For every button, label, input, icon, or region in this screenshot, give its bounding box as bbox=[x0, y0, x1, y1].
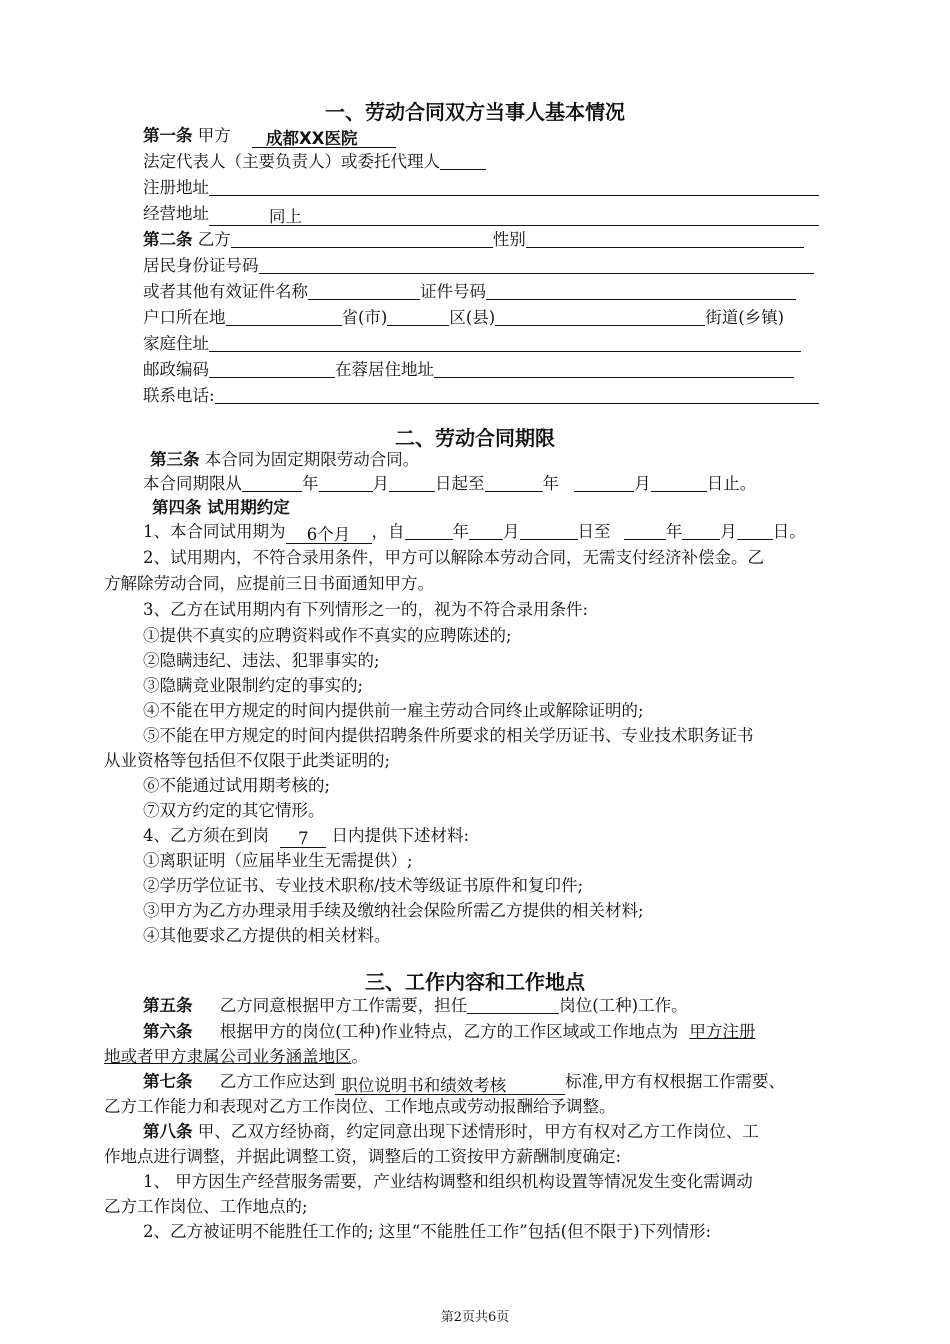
probation-line bbox=[143, 520, 806, 544]
day-end-label: 日。 bbox=[772, 522, 806, 541]
probation-para-2b: 方解除劳动合同，应提前三日书面通知甲方。 bbox=[104, 574, 434, 593]
phone-label: 联系电话: bbox=[143, 386, 215, 405]
material-4: ④其他要求乙方提供的相关材料。 bbox=[143, 926, 391, 945]
phone-blank bbox=[215, 385, 819, 404]
materials-label: 4、乙方须在到岗 bbox=[143, 826, 269, 845]
section-2-title: 二、劳动合同期限 bbox=[395, 426, 555, 450]
hukou-label: 户口所在地 bbox=[143, 308, 226, 327]
article-1-line bbox=[143, 124, 396, 148]
reg-addr-label: 注册地址 bbox=[143, 178, 209, 197]
party-a-name-field bbox=[252, 127, 396, 148]
id-label: 居民身份证号码 bbox=[143, 256, 259, 275]
gender-blank bbox=[526, 229, 804, 248]
street-blank bbox=[495, 307, 705, 326]
material-2: ②学历学位证书、专业技术职称/技术等级证书原件和复印件; bbox=[143, 876, 584, 895]
article-7-text-b: 标准,甲方有权根据工作需要、 bbox=[565, 1072, 785, 1091]
district-label: 区(县) bbox=[449, 308, 496, 327]
material-1: ①离职证明（应届毕业生无需提供）; bbox=[143, 851, 413, 870]
reg-addr-blank bbox=[209, 177, 819, 196]
district-blank bbox=[387, 307, 449, 326]
condition-5b: 从业资格等包括但不仅限于此类证明的; bbox=[104, 751, 391, 770]
postcode-label: 邮政编码 bbox=[143, 360, 209, 379]
prob-start-month bbox=[469, 521, 503, 540]
year-label: 年 bbox=[302, 474, 319, 493]
month-label-3: 月 bbox=[503, 522, 520, 541]
day-zhi-label: 日至 bbox=[577, 522, 611, 541]
position-blank bbox=[467, 995, 559, 1014]
condition-3: ③隐瞒竞业限制约定的事实的; bbox=[143, 676, 364, 695]
prob-start-day bbox=[520, 521, 578, 540]
term-end-year bbox=[485, 473, 543, 492]
work-location-value-1: 甲方注册 bbox=[689, 1022, 756, 1041]
reg-addr-line bbox=[143, 176, 819, 200]
other-cert-blank bbox=[308, 281, 420, 300]
article-8-para-1b: 乙方工作岗位、工作地点的; bbox=[104, 1197, 308, 1216]
home-addr-line bbox=[143, 332, 801, 356]
condition-1: ①提供不真实的应聘资料或作不真实的应聘陈述的; bbox=[143, 626, 512, 645]
article-6-end: 。 bbox=[351, 1047, 368, 1066]
article-6-text: 根据甲方的岗位(工种)作业特点，乙方的工作区域或工作地点为 bbox=[219, 1022, 679, 1041]
materials-line bbox=[143, 824, 469, 848]
article-6-label: 第六条 bbox=[143, 1022, 193, 1041]
condition-6: ⑥不能通过试用期考核的; bbox=[143, 776, 331, 795]
op-addr-line bbox=[143, 202, 819, 226]
phone-line bbox=[143, 384, 819, 408]
article-6-line-2 bbox=[104, 1045, 368, 1069]
prob-start-year bbox=[405, 521, 453, 540]
month-label-2: 月 bbox=[634, 474, 651, 493]
article-8-line-2: 作地点进行调整，并据此调整工资，调整后的工资按甲方薪酬制度确定: bbox=[104, 1147, 622, 1166]
article-3-text: 本合同为固定期限劳动合同。 bbox=[204, 450, 420, 469]
material-3: ③甲方为乙方办理录用手续及缴纳社会保险所需乙方提供的相关材料; bbox=[143, 901, 644, 920]
home-addr-label: 家庭住址 bbox=[143, 334, 209, 353]
year-label-2: 年 bbox=[542, 474, 559, 493]
id-blank bbox=[259, 255, 814, 274]
standard-value: 职位说明书和绩效考核 bbox=[341, 1076, 507, 1095]
term-from-label: 本合同期限从 bbox=[143, 474, 242, 493]
street-label: 街道(乡镇) bbox=[705, 308, 785, 327]
section-1-title: 一、劳动合同双方当事人基本情况 bbox=[325, 100, 625, 124]
condition-5a: ⑤不能在甲方规定的时间内提供招聘条件所要求的相关学历证书、专业技术职务证书 bbox=[143, 726, 754, 745]
condition-7: ⑦双方约定的其它情形。 bbox=[143, 801, 325, 820]
term-end-day bbox=[651, 473, 707, 492]
cd-addr-blank bbox=[434, 359, 794, 378]
party-a-label: 甲方 bbox=[197, 126, 231, 145]
materials-days-value: 7 bbox=[298, 829, 309, 848]
probation-para-2a: 2、试用期内，不符合录用条件，甲方可以解除本劳动合同，无需支付经济补偿金。乙 bbox=[143, 548, 764, 567]
article-7-label: 第七条 bbox=[143, 1072, 193, 1091]
article-4-title: 第四条 试用期约定 bbox=[152, 498, 290, 517]
home-addr-blank bbox=[209, 333, 801, 352]
probation-value: 6个月 bbox=[306, 525, 351, 544]
year-label-3: 年 bbox=[452, 522, 469, 541]
other-cert-line bbox=[143, 280, 796, 304]
materials-days-label: 日内提供下述材料: bbox=[331, 826, 470, 845]
op-addr-field bbox=[209, 205, 819, 226]
party-a-name: 成都XX医院 bbox=[266, 129, 358, 148]
op-addr-label: 经营地址 bbox=[143, 204, 209, 223]
postcode-blank bbox=[209, 359, 335, 378]
prob-end-day bbox=[737, 521, 773, 540]
work-location-value-2: 地或者甲方隶属公司业务涵盖地区 bbox=[104, 1047, 352, 1066]
article-2-line bbox=[143, 228, 804, 252]
term-start-month bbox=[319, 473, 373, 492]
article-8-line bbox=[143, 1120, 759, 1144]
article-3-label: 第三条 bbox=[150, 450, 200, 469]
article-5-line bbox=[143, 994, 688, 1018]
article-5-end: 岗位(工种)工作。 bbox=[559, 996, 688, 1015]
legal-rep-blank bbox=[440, 151, 486, 170]
legal-rep-line bbox=[143, 150, 486, 174]
article-8-para-2: 2、乙方被证明不能胜任工作的; 这里“不能胜任工作”包括(但不限于)下列情形: bbox=[143, 1222, 712, 1241]
article-3-line bbox=[150, 448, 419, 472]
condition-2: ②隐瞒违纪、违法、犯罪事实的; bbox=[143, 651, 380, 670]
probation-field bbox=[286, 523, 372, 544]
term-line bbox=[143, 472, 756, 496]
year-label-4: 年 bbox=[665, 522, 683, 541]
month-label-4: 月 bbox=[720, 522, 737, 541]
term-end-month bbox=[574, 473, 634, 492]
article-5-label: 第五条 bbox=[143, 996, 193, 1015]
id-line bbox=[143, 254, 814, 278]
page-footer: 第2页共6页 bbox=[440, 1310, 510, 1325]
prob-end-year bbox=[624, 521, 666, 540]
day-from-label: 日起至 bbox=[435, 474, 485, 493]
standard-field bbox=[335, 1074, 565, 1095]
section-3-title: 三、工作内容和工作地点 bbox=[365, 970, 585, 994]
prob-end-month bbox=[682, 521, 720, 540]
cert-no-label: 证件号码 bbox=[420, 282, 486, 301]
article-8-label: 第八条 bbox=[143, 1122, 193, 1141]
article-7-line-2: 乙方工作能力和表现对乙方工作岗位、工作地点或劳动报酬给予调整。 bbox=[104, 1097, 616, 1116]
other-cert-label: 或者其他有效证件名称 bbox=[143, 282, 308, 301]
condition-4: ④不能在甲方规定的时间内提供前一雇主劳动合同终止或解除证明的; bbox=[143, 701, 644, 720]
party-b-blank bbox=[231, 229, 493, 248]
cd-addr-label: 在蓉居住地址 bbox=[335, 360, 434, 379]
day-to-label: 日止。 bbox=[706, 474, 757, 493]
article-5-text: 乙方同意根据甲方工作需要，担任 bbox=[219, 996, 468, 1015]
article-7-line bbox=[143, 1070, 785, 1095]
probation-from-label: ，自 bbox=[371, 522, 405, 541]
article-6-line bbox=[143, 1020, 755, 1044]
article-7-text: 乙方工作应达到 bbox=[219, 1072, 336, 1091]
article-1-label: 第一条 bbox=[143, 126, 193, 145]
prov-label: 省(市) bbox=[341, 308, 388, 327]
month-label: 月 bbox=[372, 474, 389, 493]
op-addr-value: 同上 bbox=[269, 207, 302, 226]
probation-para-3: 3、乙方在试用期内有下列情形之一的，视为不符合录用条件: bbox=[143, 600, 589, 619]
cert-no-blank bbox=[486, 281, 796, 300]
article-8-text: 甲、乙双方经协商，约定同意出现下述情形时，甲方有权对乙方工作岗位、工 bbox=[197, 1122, 759, 1141]
hukou-line bbox=[143, 306, 784, 330]
legal-rep-label: 法定代表人（主要负责人）或委托代理人 bbox=[143, 152, 440, 171]
article-2-label: 第二条 bbox=[143, 230, 193, 249]
term-start-year bbox=[242, 473, 302, 492]
gender-label: 性别 bbox=[492, 230, 526, 249]
term-start-day bbox=[389, 473, 435, 492]
materials-days-field bbox=[280, 827, 326, 848]
postcode-line bbox=[143, 358, 794, 382]
prov-blank bbox=[226, 307, 342, 326]
article-8-para-1a: 1、 甲方因生产经营服务需要，产业结构调整和组织机构设置等情况发生变化需调动 bbox=[143, 1172, 753, 1191]
party-b-label: 乙方 bbox=[197, 230, 231, 249]
probation-label: 1、本合同试用期为 bbox=[143, 522, 286, 541]
